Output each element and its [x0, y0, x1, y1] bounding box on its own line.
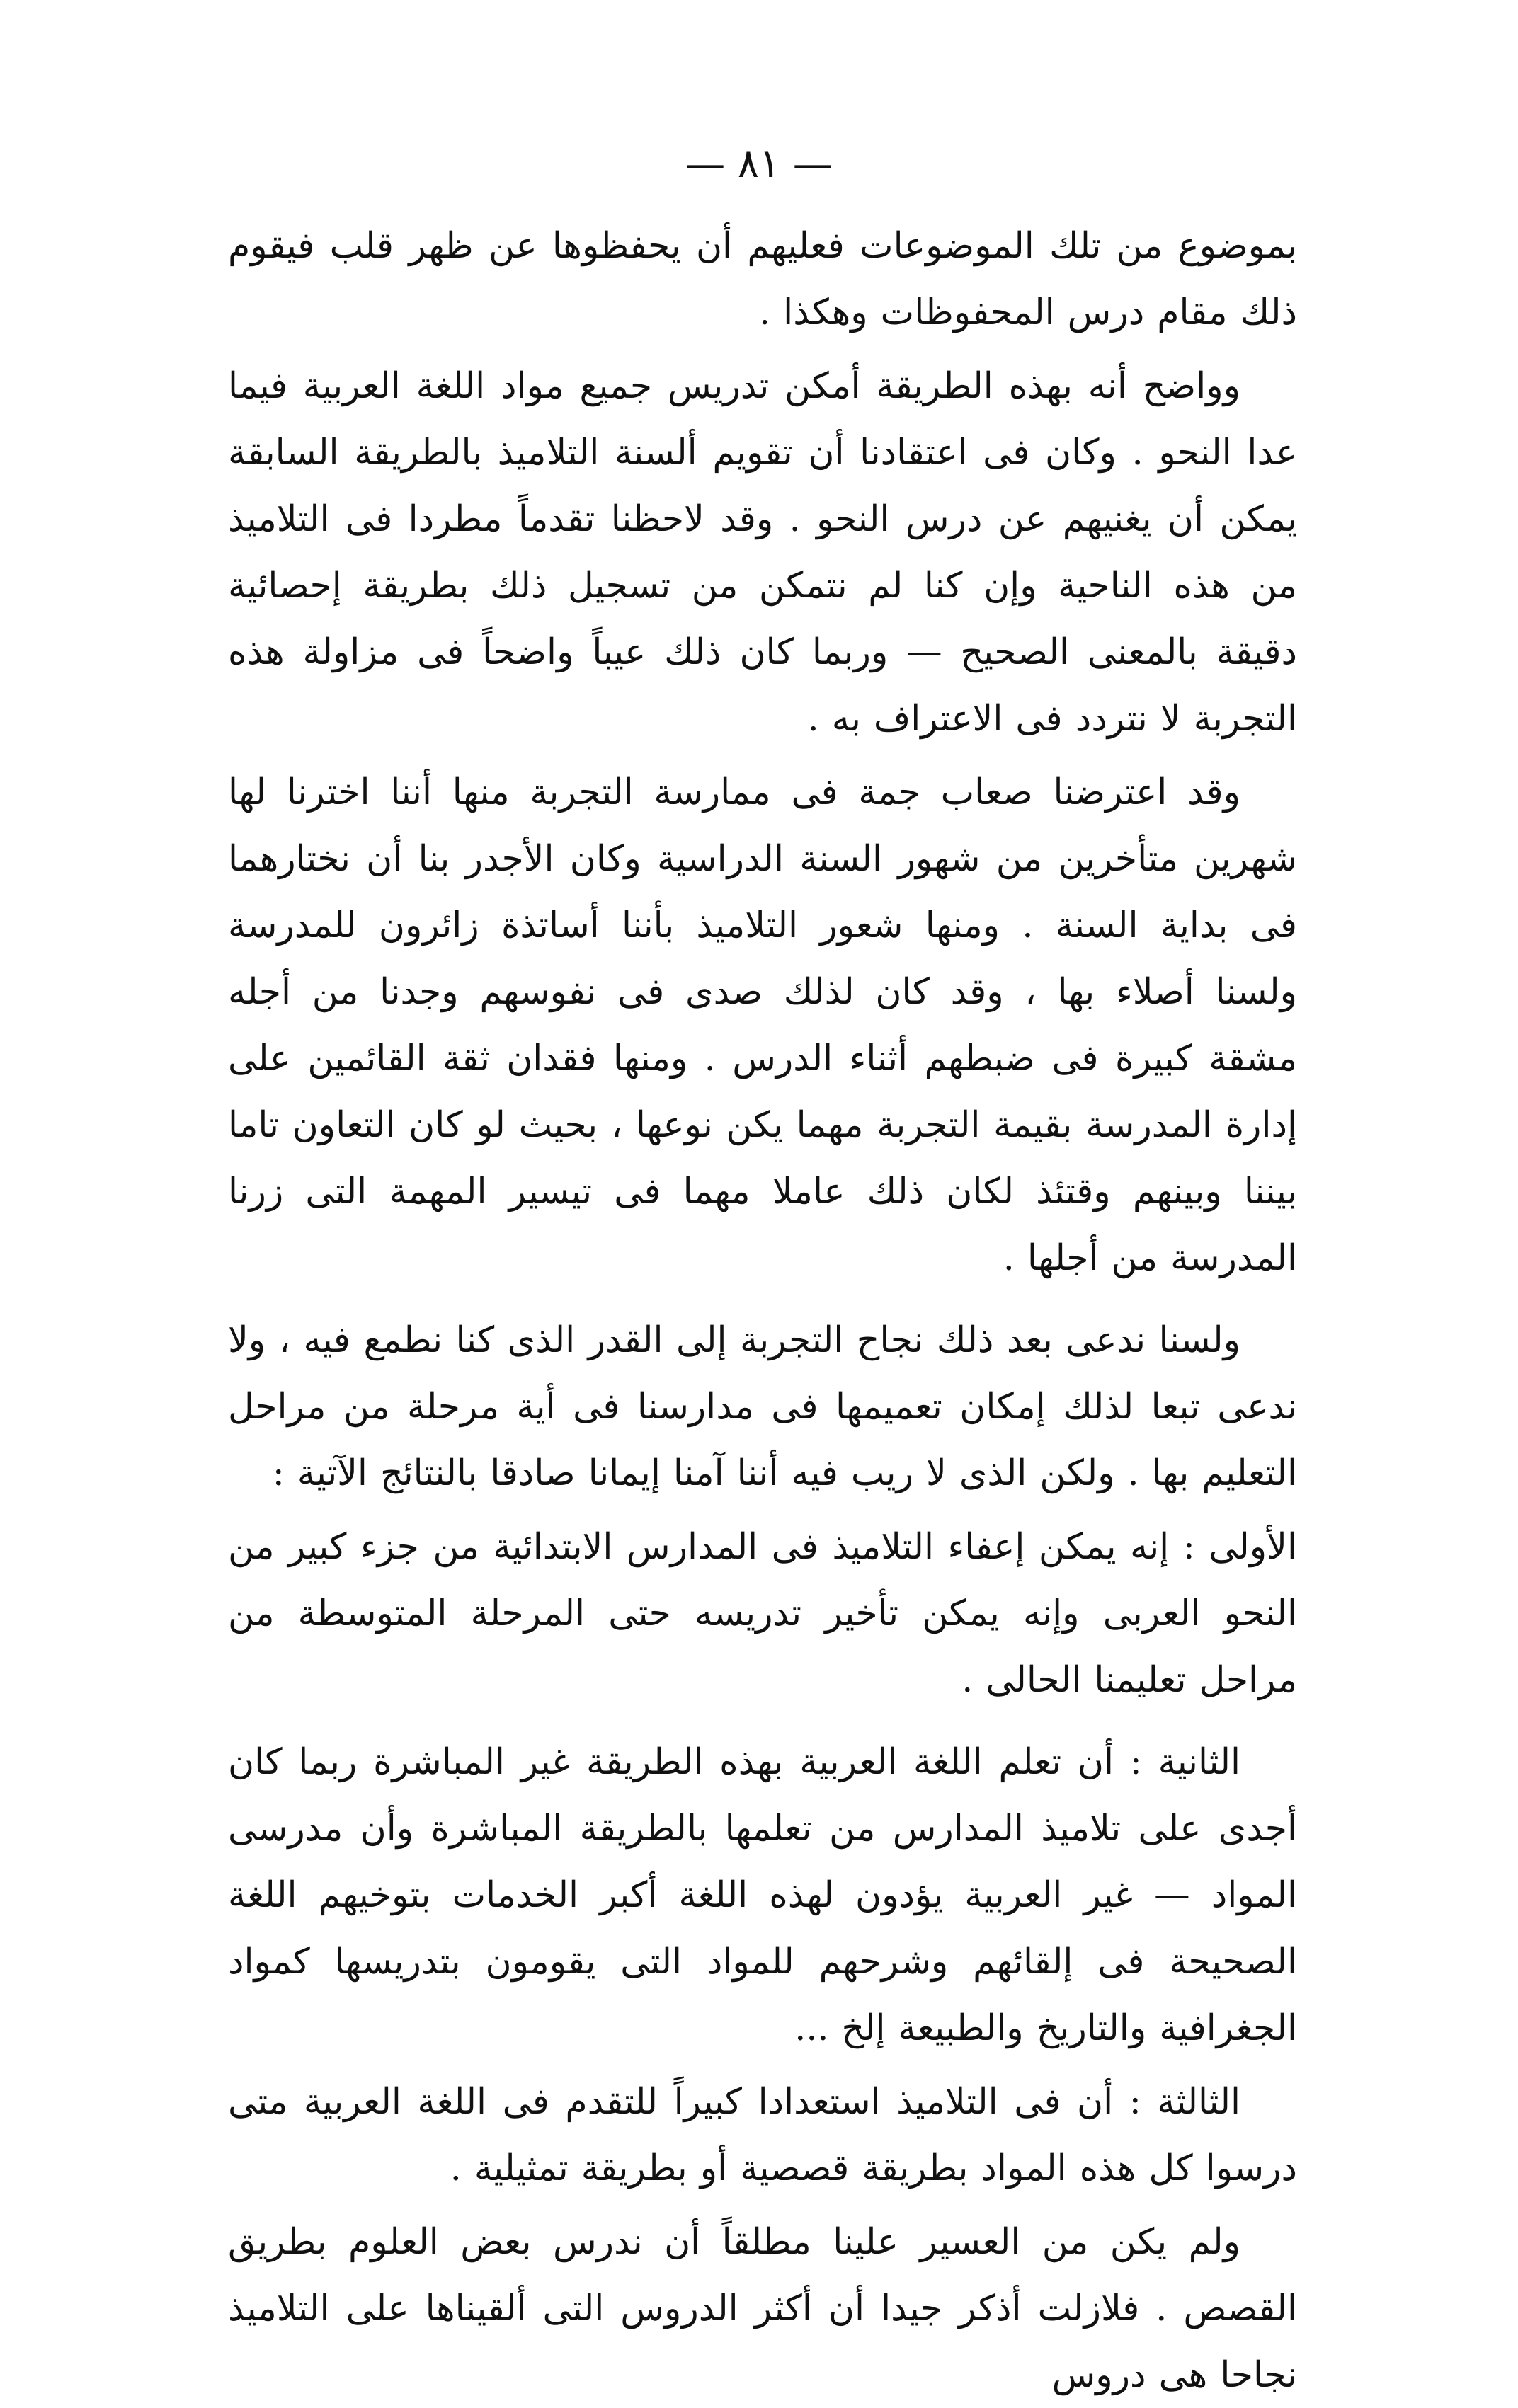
- paragraph: وواضح أنه بهذه الطريقة أمكن تدريس جميع مواد اللغة العربية فيما عدا النحو . وكان فى اعتقادنا أن تقويم ألسنة التلاميذ بالطريقة السابقة يمكن أن يغنيهم عن درس النحو . وقد لاحظنا تقدماً مطردا فى التلاميذ من هذه الناحية وإن كنا لم نتمكن من تسجيل ذلك بطريقة إحصائية دقيقة بالمعنى الصحيح — وربما كان ذلك عيباً واضحاً فى مزاولة هذه التجربة لا نتردد فى الاعتراف به .: [228, 365, 1297, 739]
- body-text: [228, 212, 1297, 2408]
- paragraph: ولم يكن من العسير علينا مطلقاً أن ندرس بعض العلوم بطريق القصص . فلازلت أذكر جيدا أن أكثر الدروس التى ألقيناها على التلاميذ نجاحا هى دروس: [228, 2220, 1297, 2395]
- result-item-first: الأولى : إنه يمكن إعفاء التلاميذ فى المدارس الابتدائية من جزء كبير من النحو العربى وإنه يمكن تأخير تدريسه حتى المرحلة المتوسطة من مراحل تعليمنا الحالى .: [228, 1525, 1297, 1700]
- result-item-third: الثالثة : أن فى التلاميذ استعدادا كبيراً للتقدم فى اللغة العربية متى درسوا كل هذه المواد بطريقة قصصية أو بطريقة تمثيلية .: [228, 2080, 1297, 2189]
- page-number: — ٨١ —: [685, 141, 833, 187]
- paragraph: ولسنا ندعى بعد ذلك نجاح التجربة إلى القدر الذى كنا نطمع فيه ، ولا ندعى تبعا لذلك إمكان تعميمها فى مدارسنا فى أية مرحلة من مراحل التعليم بها . ولكن الذى لا ريب فيه أننا آمنا إيمانا صادقا بالنتائج الآتية :: [228, 1319, 1297, 1493]
- paragraph-continuation: بموضوع من تلك الموضوعات فعليهم أن يحفظوها عن ظهر قلب فيقوم ذلك مقام درس المحفوظات وهكذا .: [228, 224, 1297, 333]
- paragraph: وقد اعترضنا صعاب جمة فى ممارسة التجربة منها أننا اخترنا لها شهرين متأخرين من شهور السنة الدراسية وكان الأجدر بنا أن نختارهما فى بداية السنة . ومنها شعور التلاميذ بأننا أساتذة زائرون للمدرسة ولسنا أصلاء بها ، وقد كان لذلك صدى فى نفوسهم وجدنا من أجله مشقة كبيرة فى ضبطهم أثناء الدرس . ومنها فقدان ثقة القائمين على إدارة المدرسة بقيمة التجربة مهما يكن نوعها ، بحيث لو كان التعاون تاما بيننا وبينهم وقتئذ لكان ذلك عاملا مهما فى تيسير المهمة التى زرنا المدرسة من أجلها .: [228, 771, 1297, 1278]
- result-item-second: الثانية : أن تعلم اللغة العربية بهذه الطريقة غير المباشرة ربما كان أجدى على تلاميذ المدارس من تعلمها بالطريقة المباشرة وأن مدرسى المواد — غير العربية يؤدون لهذه اللغة أكبر الخدمات بتوخيهم اللغة الصحيحة فى إلقائهم وشرحهم للمواد التى يقومون بتدريسها كمواد الجغرافية والتاريخ والطبيعة إلخ ...: [228, 1741, 1297, 2048]
